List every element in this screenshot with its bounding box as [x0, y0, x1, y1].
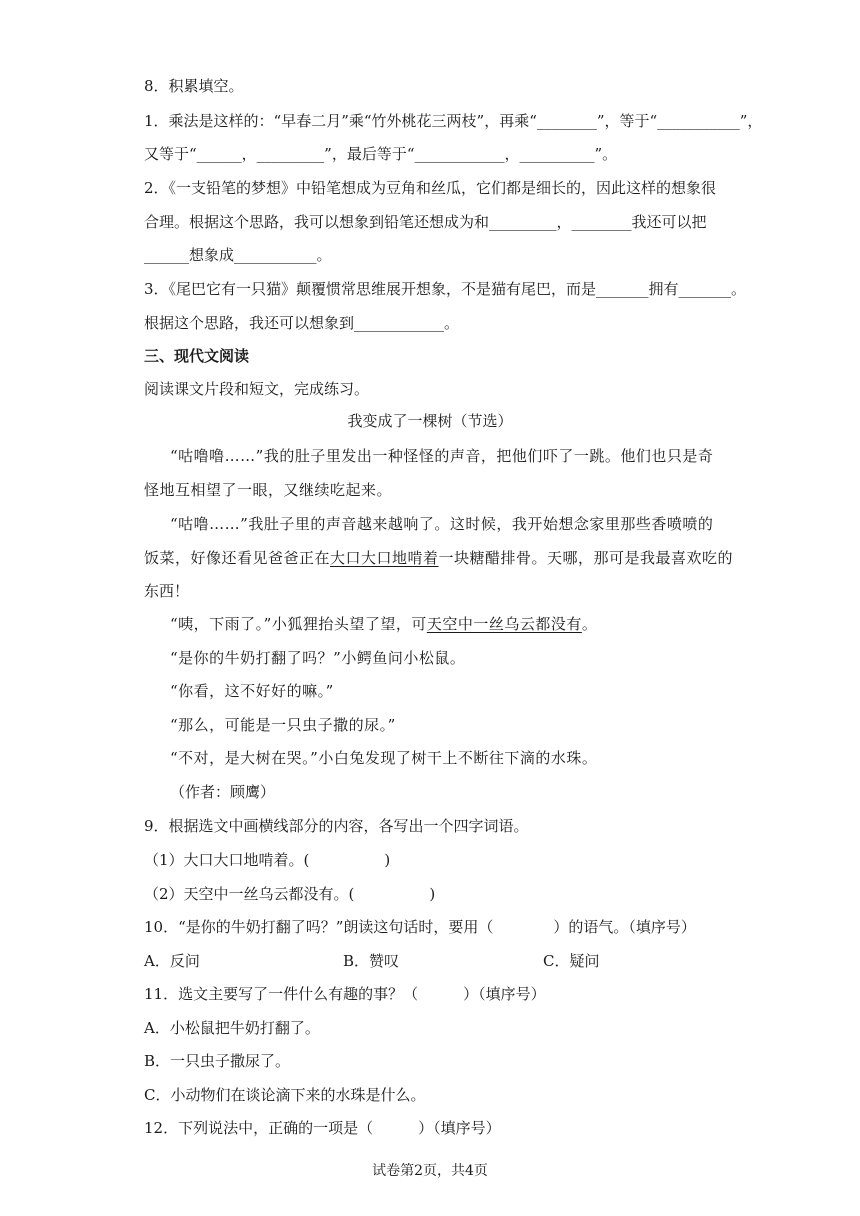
passage-para-6: “那么，可能是一只虫子撒的尿。” [170, 716, 396, 734]
q12-stem: 12．下列说法中，正确的一项是（ ）（填序号） [144, 1119, 501, 1137]
section-title: 三、现代文阅读 [144, 347, 250, 365]
passage-para-2b [144, 548, 733, 568]
text-segment: 饭菜，好像还看见爸爸正在 [144, 549, 331, 567]
q11-stem: 11．选文主要写了一件什么有趣的事？（ ）（填序号） [144, 985, 546, 1003]
page-footer: 试卷第2页，共4页 [372, 1163, 488, 1179]
text-segment: “咦，下雨了。”小狐狸抬头望了望，可 [170, 615, 427, 633]
q8-line-6: 3．《尾巴它有一只猫》颠覆惯常思维展开想象，不是猫有尾巴，而是_______拥有_______。 [144, 280, 747, 298]
q8-line-7: 根据这个思路，我还可以想象到____________。 [144, 314, 460, 332]
text-segment: 一块糖醋排骨。天哪，那可是我最喜欢吃的 [438, 549, 734, 567]
q11-option-b: B．一只虫子撒尿了。 [144, 1052, 291, 1070]
text-segment: 。 [581, 615, 598, 633]
q10-option-a: A．反问 [144, 952, 200, 970]
q8-header: 8．积累填空。 [144, 77, 244, 95]
q10-stem: 10．“是你的牛奶打翻了吗？”朗读这句话时，要用（ ）的语气。（填序号） [144, 918, 696, 936]
section-instruction: 阅读课文片段和短文，完成练习。 [144, 380, 370, 398]
q10-option-b: B．赞叹 [343, 952, 400, 970]
passage-para-4: “是你的牛奶打翻了吗？”小鳄鱼问小松鼠。 [170, 649, 466, 667]
underlined-phrase-1: 大口大口地啃着 [330, 549, 439, 567]
underlined-phrase-2: 天空中一丝乌云都没有 [426, 615, 582, 633]
q11-option-a: A．小松鼠把牛奶打翻了。 [144, 1019, 320, 1037]
q9-stem: 9．根据选文中画横线部分的内容，各写出一个四字词语。 [144, 817, 529, 835]
passage-para-2c: 东西！ [144, 582, 190, 600]
passage-para-2a: “咕噜……”我肚子里的声音越来越响了。这时候，我开始想念家里那些香喷喷的 [170, 515, 714, 533]
passage-para-7: “不对，是大树在哭。”小白兔发现了树干上不断往下滴的水珠。 [170, 749, 598, 767]
q8-line-4: 合理。根据这个思路，我可以想象到铅笔还想成为和_________，________我还可以把 [144, 213, 707, 231]
q8-line-1: 1．乘法是这样的：“早春二月”乘“竹外桃花三两枝”，再乘“________”，等于“___________”， [144, 112, 763, 130]
passage-title: 我变成了一棵树（节选） [347, 412, 513, 430]
q8-line-5: ______想象成___________。 [144, 246, 332, 264]
q9-item-1: （1）大口大口地啃着。( ) [144, 851, 391, 869]
passage-para-1a: “咕噜噜……”我的肚子里发出一种怪怪的声音，把他们吓了一跳。他们也只是奇 [170, 447, 714, 465]
q8-line-3: 2．《一支铅笔的梦想》中铅笔想成为豆角和丝瓜，它们都是细长的，因此这样的想象很 [144, 179, 717, 197]
passage-para-3 [170, 614, 597, 634]
q8-line-2: 又等于“______，_________”，最后等于“____________，__________”。 [144, 145, 618, 163]
q11-option-c: C．小动物们在谈论滴下来的水珠是什么。 [144, 1086, 426, 1104]
passage-author: （作者：顾鹰） [170, 783, 276, 801]
passage-para-1b: 怪地互相望了一眼，又继续吃起来。 [144, 481, 393, 499]
passage-para-5: “你看，这不好好的嘛。” [170, 682, 334, 700]
q9-item-2: （2）天空中一丝乌云都没有。( ) [144, 885, 436, 903]
q10-option-c: C．疑问 [543, 952, 600, 970]
